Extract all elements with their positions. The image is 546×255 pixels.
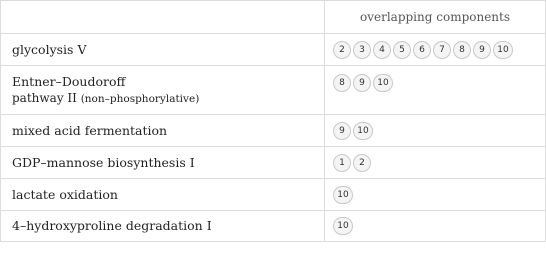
component-badge: 10 <box>353 122 373 140</box>
component-badge: 3 <box>353 41 371 59</box>
component-badge: 8 <box>333 74 351 92</box>
table-row <box>1 211 546 242</box>
component-badge: 4 <box>373 41 391 59</box>
pathway-name-line2-text: pathway II <box>12 90 81 105</box>
component-badge: 1 <box>333 154 351 172</box>
components-cell <box>325 211 546 242</box>
component-badge: 10 <box>333 217 353 235</box>
table-row <box>1 179 546 211</box>
component-badge: 10 <box>493 41 513 59</box>
pathway-name: mixed acid fermentation <box>1 115 325 147</box>
component-badge: 8 <box>453 41 471 59</box>
table-row <box>1 147 546 179</box>
pathway-name: glycolysis V <box>1 34 325 66</box>
component-badge: 2 <box>353 154 371 172</box>
table-row <box>1 34 546 66</box>
pathway-name-line2-paren: (non–phosphorylative) <box>80 92 200 105</box>
components-cell <box>325 34 546 66</box>
pathway-name-line2 <box>12 90 324 107</box>
table-header-row <box>1 1 546 34</box>
pathway-name: lactate oxidation <box>1 179 325 211</box>
header-overlapping-components: overlapping components <box>325 1 546 34</box>
components-cell <box>325 179 546 211</box>
pathway-name: GDP–mannose biosynthesis I <box>1 147 325 179</box>
pathway-name-line1: Entner–Doudoroff <box>12 73 126 89</box>
component-badge: 5 <box>393 41 411 59</box>
component-badge: 7 <box>433 41 451 59</box>
components-cell <box>325 115 546 147</box>
pathway-name <box>1 66 325 115</box>
component-badge: 10 <box>373 74 393 92</box>
header-pathway <box>1 1 325 34</box>
components-cell <box>325 66 546 115</box>
component-badge: 9 <box>353 74 371 92</box>
table-row <box>1 115 546 147</box>
components-cell <box>325 147 546 179</box>
component-badge: 9 <box>473 41 491 59</box>
pathway-name: 4–hydroxyproline degradation I <box>1 211 325 242</box>
component-badge: 9 <box>333 122 351 140</box>
component-badge: 6 <box>413 41 431 59</box>
table-row <box>1 66 546 115</box>
component-badge: 2 <box>333 41 351 59</box>
component-badge: 10 <box>333 186 353 204</box>
